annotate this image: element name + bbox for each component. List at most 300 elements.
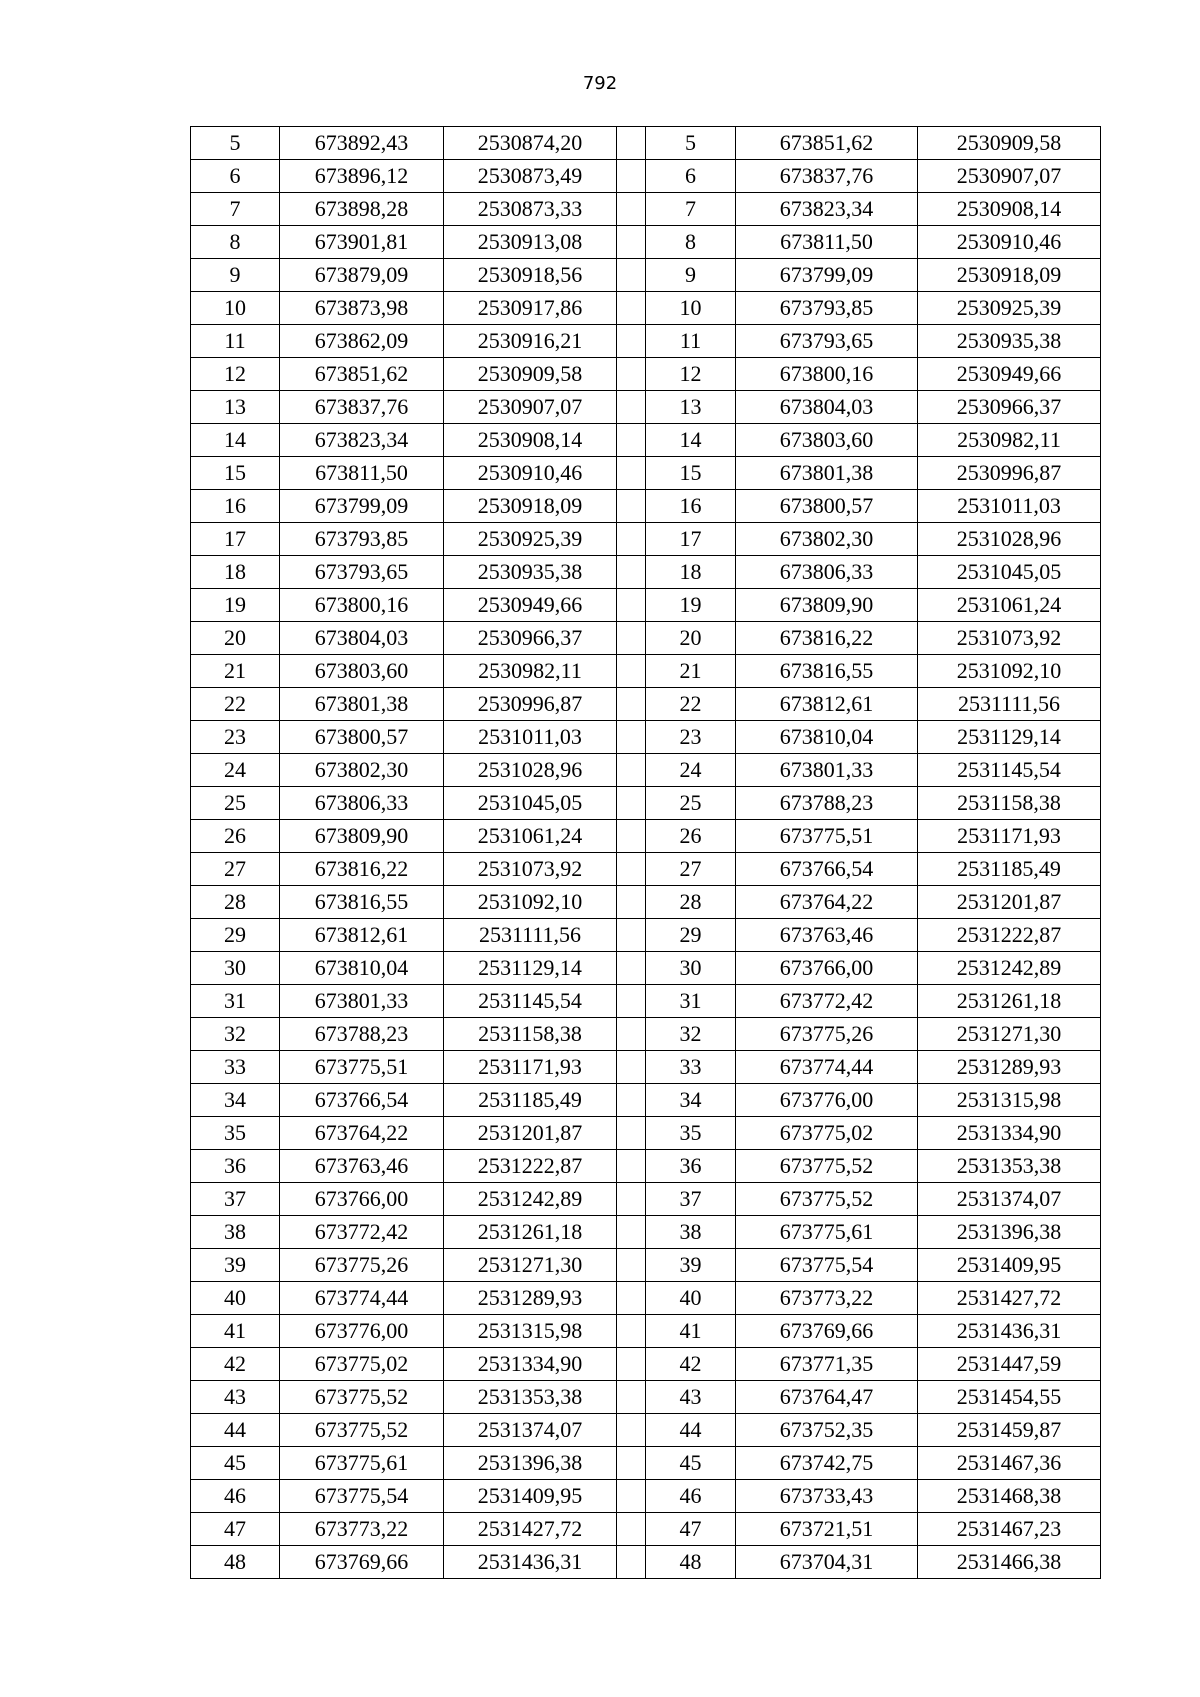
left-point-number: 23: [191, 721, 280, 754]
table-row: [191, 523, 1101, 556]
left-x-coordinate: 673892,43: [280, 127, 444, 160]
right-point-number: 33: [646, 1051, 736, 1084]
right-point-number: 32: [646, 1018, 736, 1051]
right-y-coordinate: 2531409,95: [918, 1249, 1101, 1282]
separator-cell: [617, 292, 646, 325]
right-y-coordinate: 2531129,14: [918, 721, 1101, 754]
left-x-coordinate: 673809,90: [280, 820, 444, 853]
left-point-number: 41: [191, 1315, 280, 1348]
right-x-coordinate: 673764,47: [736, 1381, 918, 1414]
right-point-number: 7: [646, 193, 736, 226]
left-point-number: 36: [191, 1150, 280, 1183]
right-point-number: 34: [646, 1084, 736, 1117]
left-y-coordinate: 2530996,87: [444, 688, 617, 721]
right-point-number: 36: [646, 1150, 736, 1183]
table-row: [191, 358, 1101, 391]
right-y-coordinate: 2531454,55: [918, 1381, 1101, 1414]
separator-cell: [617, 1480, 646, 1513]
separator-cell: [617, 490, 646, 523]
separator-cell: [617, 1249, 646, 1282]
left-y-coordinate: 2531353,38: [444, 1381, 617, 1414]
left-x-coordinate: 673775,51: [280, 1051, 444, 1084]
right-x-coordinate: 673851,62: [736, 127, 918, 160]
left-x-coordinate: 673803,60: [280, 655, 444, 688]
table-row: [191, 787, 1101, 820]
left-x-coordinate: 673816,22: [280, 853, 444, 886]
right-x-coordinate: 673766,54: [736, 853, 918, 886]
left-x-coordinate: 673862,09: [280, 325, 444, 358]
right-x-coordinate: 673816,22: [736, 622, 918, 655]
left-y-coordinate: 2530916,21: [444, 325, 617, 358]
left-y-coordinate: 2530909,58: [444, 358, 617, 391]
right-point-number: 40: [646, 1282, 736, 1315]
left-y-coordinate: 2530918,56: [444, 259, 617, 292]
right-x-coordinate: 673742,75: [736, 1447, 918, 1480]
right-y-coordinate: 2531466,38: [918, 1546, 1101, 1579]
right-x-coordinate: 673775,52: [736, 1150, 918, 1183]
right-point-number: 47: [646, 1513, 736, 1546]
table-row: [191, 985, 1101, 1018]
left-y-coordinate: 2531171,93: [444, 1051, 617, 1084]
right-y-coordinate: 2531111,56: [918, 688, 1101, 721]
left-point-number: 7: [191, 193, 280, 226]
left-x-coordinate: 673816,55: [280, 886, 444, 919]
separator-cell: [617, 622, 646, 655]
left-point-number: 26: [191, 820, 280, 853]
left-point-number: 24: [191, 754, 280, 787]
separator-cell: [617, 655, 646, 688]
right-y-coordinate: 2531073,92: [918, 622, 1101, 655]
table-row: [191, 1249, 1101, 1282]
left-y-coordinate: 2531158,38: [444, 1018, 617, 1051]
right-x-coordinate: 673801,33: [736, 754, 918, 787]
right-point-number: 12: [646, 358, 736, 391]
left-point-number: 33: [191, 1051, 280, 1084]
right-y-coordinate: 2530935,38: [918, 325, 1101, 358]
right-x-coordinate: 673793,65: [736, 325, 918, 358]
left-point-number: 29: [191, 919, 280, 952]
separator-cell: [617, 391, 646, 424]
table-row: [191, 853, 1101, 886]
left-point-number: 27: [191, 853, 280, 886]
right-x-coordinate: 673788,23: [736, 787, 918, 820]
left-x-coordinate: 673873,98: [280, 292, 444, 325]
separator-cell: [617, 1546, 646, 1579]
left-x-coordinate: 673837,76: [280, 391, 444, 424]
table-row: [191, 424, 1101, 457]
right-x-coordinate: 673775,54: [736, 1249, 918, 1282]
left-x-coordinate: 673776,00: [280, 1315, 444, 1348]
right-y-coordinate: 2530982,11: [918, 424, 1101, 457]
table-row: [191, 754, 1101, 787]
table-row: [191, 1183, 1101, 1216]
separator-cell: [617, 1216, 646, 1249]
right-x-coordinate: 673793,85: [736, 292, 918, 325]
right-x-coordinate: 673776,00: [736, 1084, 918, 1117]
left-point-number: 28: [191, 886, 280, 919]
right-y-coordinate: 2531092,10: [918, 655, 1101, 688]
left-x-coordinate: 673773,22: [280, 1513, 444, 1546]
right-x-coordinate: 673811,50: [736, 226, 918, 259]
right-x-coordinate: 673766,00: [736, 952, 918, 985]
right-x-coordinate: 673809,90: [736, 589, 918, 622]
left-x-coordinate: 673775,52: [280, 1414, 444, 1447]
right-x-coordinate: 673799,09: [736, 259, 918, 292]
table-row: [191, 952, 1101, 985]
separator-cell: [617, 1447, 646, 1480]
left-point-number: 47: [191, 1513, 280, 1546]
right-y-coordinate: 2531315,98: [918, 1084, 1101, 1117]
left-x-coordinate: 673799,09: [280, 490, 444, 523]
left-x-coordinate: 673811,50: [280, 457, 444, 490]
table-row: [191, 1216, 1101, 1249]
left-x-coordinate: 673775,54: [280, 1480, 444, 1513]
separator-cell: [617, 820, 646, 853]
left-point-number: 32: [191, 1018, 280, 1051]
left-x-coordinate: 673800,16: [280, 589, 444, 622]
separator-cell: [617, 1513, 646, 1546]
left-point-number: 25: [191, 787, 280, 820]
left-y-coordinate: 2530917,86: [444, 292, 617, 325]
table-row: [191, 457, 1101, 490]
right-point-number: 26: [646, 820, 736, 853]
right-y-coordinate: 2531261,18: [918, 985, 1101, 1018]
left-point-number: 42: [191, 1348, 280, 1381]
left-y-coordinate: 2531073,92: [444, 853, 617, 886]
left-y-coordinate: 2531374,07: [444, 1414, 617, 1447]
right-y-coordinate: 2531061,24: [918, 589, 1101, 622]
right-point-number: 31: [646, 985, 736, 1018]
right-y-coordinate: 2531011,03: [918, 490, 1101, 523]
right-y-coordinate: 2530918,09: [918, 259, 1101, 292]
left-point-number: 45: [191, 1447, 280, 1480]
right-y-coordinate: 2531447,59: [918, 1348, 1101, 1381]
left-x-coordinate: 673812,61: [280, 919, 444, 952]
left-point-number: 18: [191, 556, 280, 589]
left-x-coordinate: 673801,33: [280, 985, 444, 1018]
right-y-coordinate: 2530907,07: [918, 160, 1101, 193]
left-x-coordinate: 673896,12: [280, 160, 444, 193]
left-y-coordinate: 2531111,56: [444, 919, 617, 952]
left-point-number: 13: [191, 391, 280, 424]
right-point-number: 6: [646, 160, 736, 193]
right-x-coordinate: 673775,52: [736, 1183, 918, 1216]
separator-cell: [617, 160, 646, 193]
separator-cell: [617, 424, 646, 457]
left-x-coordinate: 673775,02: [280, 1348, 444, 1381]
right-point-number: 15: [646, 457, 736, 490]
right-point-number: 11: [646, 325, 736, 358]
right-y-coordinate: 2531459,87: [918, 1414, 1101, 1447]
table-row: [191, 622, 1101, 655]
right-x-coordinate: 673763,46: [736, 919, 918, 952]
table-row: [191, 1150, 1101, 1183]
right-y-coordinate: 2531242,89: [918, 952, 1101, 985]
table-row: [191, 226, 1101, 259]
left-y-coordinate: 2531061,24: [444, 820, 617, 853]
right-x-coordinate: 673764,22: [736, 886, 918, 919]
left-x-coordinate: 673774,44: [280, 1282, 444, 1315]
right-point-number: 41: [646, 1315, 736, 1348]
left-point-number: 9: [191, 259, 280, 292]
table-row: [191, 160, 1101, 193]
right-point-number: 10: [646, 292, 736, 325]
separator-cell: [617, 1018, 646, 1051]
left-y-coordinate: 2531145,54: [444, 985, 617, 1018]
table-row: [191, 556, 1101, 589]
left-y-coordinate: 2531129,14: [444, 952, 617, 985]
separator-cell: [617, 259, 646, 292]
table-row: [191, 490, 1101, 523]
right-point-number: 46: [646, 1480, 736, 1513]
right-point-number: 28: [646, 886, 736, 919]
left-y-coordinate: 2531092,10: [444, 886, 617, 919]
left-y-coordinate: 2531289,93: [444, 1282, 617, 1315]
right-x-coordinate: 673771,35: [736, 1348, 918, 1381]
left-y-coordinate: 2531242,89: [444, 1183, 617, 1216]
right-y-coordinate: 2530996,87: [918, 457, 1101, 490]
separator-cell: [617, 919, 646, 952]
right-y-coordinate: 2531145,54: [918, 754, 1101, 787]
right-point-number: 48: [646, 1546, 736, 1579]
left-y-coordinate: 2530918,09: [444, 490, 617, 523]
left-y-coordinate: 2530873,33: [444, 193, 617, 226]
right-point-number: 45: [646, 1447, 736, 1480]
left-point-number: 31: [191, 985, 280, 1018]
left-y-coordinate: 2531222,87: [444, 1150, 617, 1183]
right-point-number: 14: [646, 424, 736, 457]
right-y-coordinate: 2531045,05: [918, 556, 1101, 589]
right-point-number: 27: [646, 853, 736, 886]
table-row: [191, 688, 1101, 721]
left-point-number: 16: [191, 490, 280, 523]
separator-cell: [617, 457, 646, 490]
right-x-coordinate: 673704,31: [736, 1546, 918, 1579]
right-point-number: 24: [646, 754, 736, 787]
separator-cell: [617, 688, 646, 721]
table-row: [191, 1282, 1101, 1315]
table-row: [191, 655, 1101, 688]
right-x-coordinate: 673733,43: [736, 1480, 918, 1513]
right-x-coordinate: 673804,03: [736, 391, 918, 424]
coordinates-table-body: [191, 127, 1101, 1579]
right-point-number: 23: [646, 721, 736, 754]
right-y-coordinate: 2531271,30: [918, 1018, 1101, 1051]
table-row: [191, 292, 1101, 325]
right-y-coordinate: 2531436,31: [918, 1315, 1101, 1348]
left-y-coordinate: 2530935,38: [444, 556, 617, 589]
left-x-coordinate: 673775,61: [280, 1447, 444, 1480]
right-y-coordinate: 2531353,38: [918, 1150, 1101, 1183]
coordinates-table: [190, 126, 1101, 1579]
left-point-number: 12: [191, 358, 280, 391]
left-point-number: 43: [191, 1381, 280, 1414]
table-row: [191, 886, 1101, 919]
left-y-coordinate: 2531185,49: [444, 1084, 617, 1117]
right-x-coordinate: 673823,34: [736, 193, 918, 226]
right-x-coordinate: 673774,44: [736, 1051, 918, 1084]
table-row: [191, 391, 1101, 424]
right-x-coordinate: 673752,35: [736, 1414, 918, 1447]
left-y-coordinate: 2531261,18: [444, 1216, 617, 1249]
table-row: [191, 721, 1101, 754]
left-y-coordinate: 2530913,08: [444, 226, 617, 259]
left-point-number: 40: [191, 1282, 280, 1315]
separator-cell: [617, 1150, 646, 1183]
left-x-coordinate: 673775,52: [280, 1381, 444, 1414]
separator-cell: [617, 226, 646, 259]
right-point-number: 25: [646, 787, 736, 820]
left-point-number: 35: [191, 1117, 280, 1150]
left-point-number: 8: [191, 226, 280, 259]
table-row: [191, 1513, 1101, 1546]
left-y-coordinate: 2530925,39: [444, 523, 617, 556]
right-y-coordinate: 2531467,36: [918, 1447, 1101, 1480]
separator-cell: [617, 1348, 646, 1381]
separator-cell: [617, 1183, 646, 1216]
left-point-number: 14: [191, 424, 280, 457]
right-x-coordinate: 673800,57: [736, 490, 918, 523]
left-point-number: 10: [191, 292, 280, 325]
right-x-coordinate: 673810,04: [736, 721, 918, 754]
separator-cell: [617, 556, 646, 589]
table-row: [191, 193, 1101, 226]
left-x-coordinate: 673772,42: [280, 1216, 444, 1249]
left-y-coordinate: 2530908,14: [444, 424, 617, 457]
right-point-number: 39: [646, 1249, 736, 1282]
table-row: [191, 1051, 1101, 1084]
table-row: [191, 1414, 1101, 1447]
left-x-coordinate: 673788,23: [280, 1018, 444, 1051]
right-point-number: 20: [646, 622, 736, 655]
right-point-number: 43: [646, 1381, 736, 1414]
right-x-coordinate: 673775,61: [736, 1216, 918, 1249]
separator-cell: [617, 787, 646, 820]
left-y-coordinate: 2531436,31: [444, 1546, 617, 1579]
right-x-coordinate: 673773,22: [736, 1282, 918, 1315]
separator-cell: [617, 853, 646, 886]
left-point-number: 22: [191, 688, 280, 721]
left-y-coordinate: 2531315,98: [444, 1315, 617, 1348]
left-x-coordinate: 673801,38: [280, 688, 444, 721]
left-x-coordinate: 673879,09: [280, 259, 444, 292]
right-point-number: 38: [646, 1216, 736, 1249]
left-x-coordinate: 673823,34: [280, 424, 444, 457]
left-y-coordinate: 2531427,72: [444, 1513, 617, 1546]
right-x-coordinate: 673721,51: [736, 1513, 918, 1546]
separator-cell: [617, 1051, 646, 1084]
right-x-coordinate: 673775,02: [736, 1117, 918, 1150]
right-y-coordinate: 2531201,87: [918, 886, 1101, 919]
right-y-coordinate: 2531396,38: [918, 1216, 1101, 1249]
left-y-coordinate: 2531334,90: [444, 1348, 617, 1381]
separator-cell: [617, 1315, 646, 1348]
right-x-coordinate: 673806,33: [736, 556, 918, 589]
separator-cell: [617, 193, 646, 226]
left-point-number: 15: [191, 457, 280, 490]
table-row: [191, 1084, 1101, 1117]
separator-cell: [617, 127, 646, 160]
separator-cell: [617, 1117, 646, 1150]
left-point-number: 17: [191, 523, 280, 556]
separator-cell: [617, 523, 646, 556]
right-point-number: 19: [646, 589, 736, 622]
right-point-number: 35: [646, 1117, 736, 1150]
right-x-coordinate: 673812,61: [736, 688, 918, 721]
left-y-coordinate: 2531409,95: [444, 1480, 617, 1513]
right-point-number: 17: [646, 523, 736, 556]
separator-cell: [617, 754, 646, 787]
right-y-coordinate: 2531158,38: [918, 787, 1101, 820]
right-y-coordinate: 2531222,87: [918, 919, 1101, 952]
right-y-coordinate: 2531334,90: [918, 1117, 1101, 1150]
right-point-number: 9: [646, 259, 736, 292]
right-y-coordinate: 2531374,07: [918, 1183, 1101, 1216]
right-point-number: 37: [646, 1183, 736, 1216]
right-x-coordinate: 673775,51: [736, 820, 918, 853]
left-point-number: 21: [191, 655, 280, 688]
right-point-number: 42: [646, 1348, 736, 1381]
table-row: [191, 820, 1101, 853]
table-row: [191, 325, 1101, 358]
left-y-coordinate: 2530907,07: [444, 391, 617, 424]
left-x-coordinate: 673802,30: [280, 754, 444, 787]
left-x-coordinate: 673793,85: [280, 523, 444, 556]
left-x-coordinate: 673793,65: [280, 556, 444, 589]
left-point-number: 46: [191, 1480, 280, 1513]
left-x-coordinate: 673806,33: [280, 787, 444, 820]
right-y-coordinate: 2530910,46: [918, 226, 1101, 259]
table-row: [191, 1117, 1101, 1150]
left-y-coordinate: 2530949,66: [444, 589, 617, 622]
right-point-number: 44: [646, 1414, 736, 1447]
table-row: [191, 1381, 1101, 1414]
right-point-number: 5: [646, 127, 736, 160]
left-point-number: 37: [191, 1183, 280, 1216]
right-x-coordinate: 673775,26: [736, 1018, 918, 1051]
right-y-coordinate: 2531289,93: [918, 1051, 1101, 1084]
left-x-coordinate: 673898,28: [280, 193, 444, 226]
right-point-number: 8: [646, 226, 736, 259]
left-point-number: 39: [191, 1249, 280, 1282]
right-y-coordinate: 2530925,39: [918, 292, 1101, 325]
left-x-coordinate: 673800,57: [280, 721, 444, 754]
left-y-coordinate: 2530873,49: [444, 160, 617, 193]
right-y-coordinate: 2531468,38: [918, 1480, 1101, 1513]
right-y-coordinate: 2531467,23: [918, 1513, 1101, 1546]
left-y-coordinate: 2530874,20: [444, 127, 617, 160]
right-x-coordinate: 673772,42: [736, 985, 918, 1018]
right-point-number: 16: [646, 490, 736, 523]
left-y-coordinate: 2531201,87: [444, 1117, 617, 1150]
right-point-number: 13: [646, 391, 736, 424]
left-x-coordinate: 673764,22: [280, 1117, 444, 1150]
page-number: 792: [582, 73, 618, 94]
right-point-number: 30: [646, 952, 736, 985]
right-y-coordinate: 2530949,66: [918, 358, 1101, 391]
right-point-number: 18: [646, 556, 736, 589]
right-x-coordinate: 673801,38: [736, 457, 918, 490]
left-y-coordinate: 2530982,11: [444, 655, 617, 688]
right-x-coordinate: 673803,60: [736, 424, 918, 457]
separator-cell: [617, 589, 646, 622]
left-y-coordinate: 2530910,46: [444, 457, 617, 490]
left-y-coordinate: 2531045,05: [444, 787, 617, 820]
left-x-coordinate: 673804,03: [280, 622, 444, 655]
right-x-coordinate: 673816,55: [736, 655, 918, 688]
table-row: [191, 1480, 1101, 1513]
right-y-coordinate: 2531028,96: [918, 523, 1101, 556]
